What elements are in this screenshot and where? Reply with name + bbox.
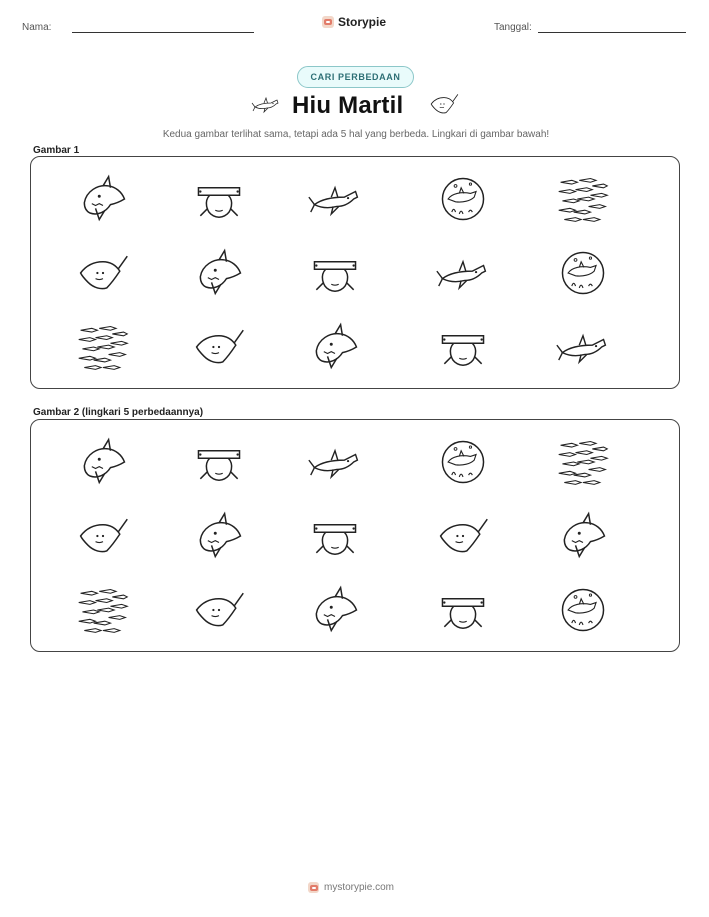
shark-bubble-icon [555,245,611,301]
shark-front-icon[interactable] [307,582,363,638]
picture1-label: Gambar 1 [33,145,80,156]
hammerhead-swim-icon [435,245,491,301]
stingray-icon [75,245,131,301]
footer-site: mystorypie.com [324,882,395,893]
shark-front-icon[interactable] [75,434,131,490]
storypie-icon [322,16,334,28]
shark-school-icon [555,171,611,227]
hammerhead-front-icon [191,171,247,227]
stingray-icon[interactable] [191,582,247,638]
hammerhead-swim-icon [307,171,363,227]
name-line[interactable] [72,32,254,33]
instructions: Kedua gambar terlihat sama, tetapi ada 5 hal yang berbeda. Lingkari di gambar bawah! [162,129,550,140]
title-stingray-icon [424,88,464,120]
shark-front-icon [75,171,131,227]
page-title: Hiu Martil [292,92,404,119]
date-label: Tanggal: [494,22,532,33]
picture1-panel [30,156,680,389]
shark-front-icon [307,319,363,375]
title-hammerhead-icon [248,89,284,119]
hammerhead-front-icon[interactable] [435,582,491,638]
shark-front-icon[interactable] [555,508,611,564]
storypie-footer-icon [308,882,319,893]
hammerhead-front-icon[interactable] [307,508,363,564]
hammerhead-front-icon[interactable] [191,434,247,490]
shark-bubble-icon[interactable] [435,434,491,490]
hammerhead-front-icon [307,245,363,301]
hammerhead-swim-icon [555,319,611,375]
shark-school-icon [75,319,131,375]
hammerhead-front-icon [435,319,491,375]
shark-bubble-icon [435,171,491,227]
date-line[interactable] [538,32,686,33]
activity-badge: CARI PERBEDAAN [297,66,414,88]
stingray-icon [191,319,247,375]
footer [308,882,394,893]
shark-front-icon[interactable] [191,508,247,564]
shark-bubble-icon[interactable] [555,582,611,638]
name-label: Nama: [22,22,52,33]
shark-school-icon[interactable] [75,582,131,638]
shark-front-icon [191,245,247,301]
picture2-panel[interactable] [30,419,680,652]
stingray-icon[interactable] [435,508,491,564]
shark-school-icon[interactable] [555,434,611,490]
storypie-brand: Storypie [338,15,387,29]
picture2-label: Gambar 2 (lingkari 5 perbedaannya) [33,407,204,418]
storypie-logo [322,15,386,29]
hammerhead-swim-icon[interactable] [307,434,363,490]
stingray-icon[interactable] [75,508,131,564]
